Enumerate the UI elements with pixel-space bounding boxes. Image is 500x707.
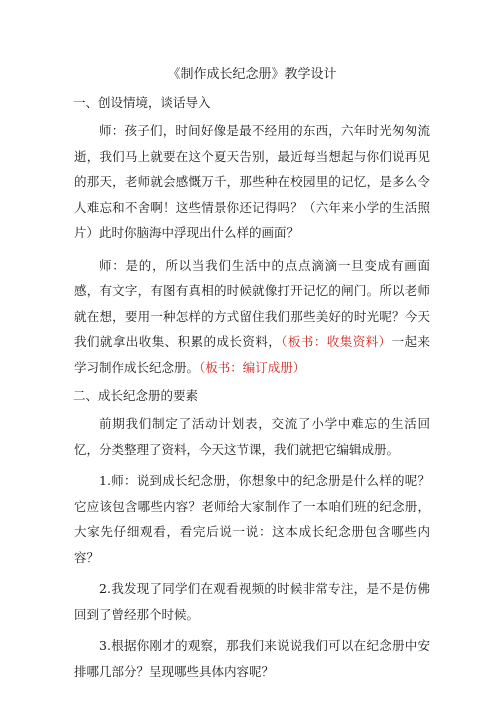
paragraph-item-3: 3.根据你刚才的观察，那我们来说说我们可以在纪念册中安排哪几部分？呈现哪些具体内容呢？ <box>74 638 430 679</box>
document-title: 《制作成长纪念册》教学设计 <box>167 67 337 82</box>
board-note-compile: （板书：编订成册） <box>199 359 306 375</box>
section-heading-2: 二、成长纪念册的要素 <box>73 388 199 403</box>
paragraph-plan: 前期我们制定了活动计划表，交流了小学中难忘的生活回忆，分类整理了资料，今天这节课，我们就把它编辑成册。 <box>74 416 430 457</box>
paragraph-text: 一起来学习制作成长纪念册。 <box>74 334 430 375</box>
paragraph-memory-gate <box>74 253 430 381</box>
paragraph-item-1: 1.师：说到成长纪念册，你想象中的纪念册是什么样的呢？它应该包含哪些内容？老师给大家制作了一本咱们班的纪念册，大家先仔细观看，看完后说一说：这本成长纪念册包含哪些内容？ <box>74 473 430 565</box>
section-heading-1: 一、创设情境，谈话导入 <box>73 95 211 110</box>
paragraph-text: 师：是的，所以当我们生活中的点点滴滴一旦变成有画面感，有文字，有图有真相的时候就像打开记忆的闸门。所以老师就在想，要用一种怎样的方式留住我们那些美好的时光呢？今天我们就拿出收集、积累的成长资料， <box>74 257 430 349</box>
board-note-collect: （板书：收集资料） <box>281 334 392 349</box>
paragraph-intro-teacher: 师：孩子们，时间好像是最不经用的东西，六年时光匆匆流逝，我们马上就要在这个夏天告别，最近每当想起与你们说再见的那天，老师就会感慨万千，那些种在校园里的记忆，是多么令人难忘和不舍啊！这些情景你还记得吗？（六年来小学的生活照片）此时你脑海中浮现出什么样的画面？ <box>74 123 430 240</box>
paragraph-item-2: 2.我发现了同学们在观看视频的时候非常专注，是不是仿佛回到了曾经那个时候。 <box>74 581 430 622</box>
document-page <box>74 66 430 690</box>
